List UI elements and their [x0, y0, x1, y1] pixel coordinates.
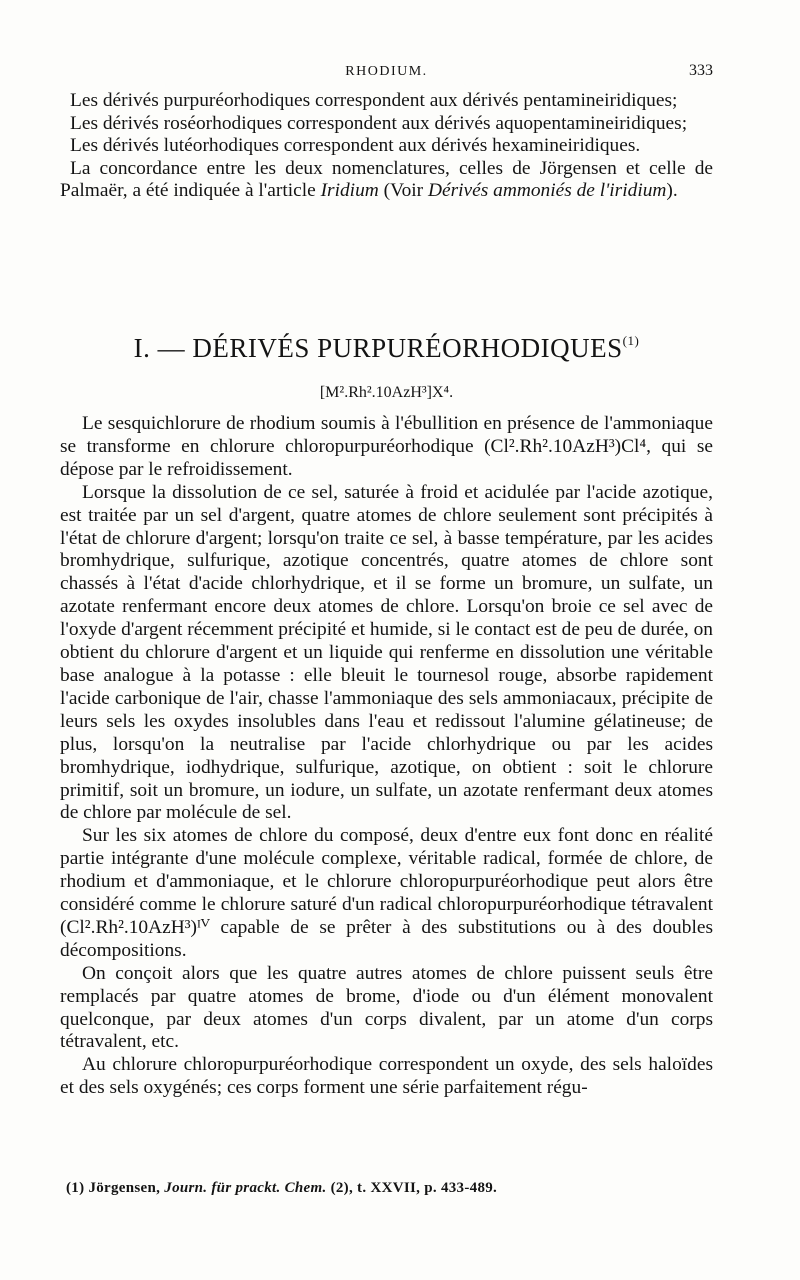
intro-p4-before: La concordance entre les deux nomenclatures, celles de Jörgensen et celle de Palmaër, a été indiquée à l'article — [60, 157, 713, 201]
intro-text — [60, 90, 713, 203]
page-header — [60, 58, 713, 88]
footnote-author: Jörgensen, — [88, 1180, 161, 1196]
intro-paragraph-1: Les dérivés purpuréorhodiques correspondent aux dérivés pentamineiridiques; — [70, 90, 678, 111]
intro-p4-italic-derives: Dérivés ammoniés de l'iridium — [427, 180, 667, 201]
paragraph-3: Sur les six atomes de chlore du composé, deux d'entre eux font donc en réalité partie intégrante d'une molécule complexe, véritable radical, formée de chlore, de rhodium et d'ammoniaque, et le chlorure chloropurpuréorhodique peut alors être considéré comme le chlorure saturé d'un radical chloropurpuréorhodique tétravalent (Cl².Rh².10AzH³)ᴵⱽ capable de se prêter à des substitutions ou à des doubles décompositions. — [60, 825, 713, 961]
section-title — [60, 333, 713, 364]
intro-p4-after: ). — [666, 180, 678, 201]
paragraph-4: On conçoit alors que les quatre autres atomes de chlore puissent seuls être remplacés par quatre atomes de brome, d'iode ou d'un élément monovalent quelconque, par deux atomes d'un corps divalent, par un atome d'un corps tétravalent, etc. — [60, 962, 713, 1053]
main-text — [60, 413, 713, 1100]
page-number: 333 — [689, 62, 713, 79]
paragraph-5: Au chlorure chloropurpuréorhodique correspondent un oxyde, des sels haloïdes et des sels oxygénés; ces corps forment une série parfaitement régu- — [60, 1054, 713, 1099]
footnote-mark: (1) — [66, 1180, 85, 1196]
footnote-reference: (2), t. XXVII, p. 433-489. — [330, 1180, 498, 1196]
section-footnote-mark: (1) — [622, 333, 640, 348]
intro-p4-italic-iridium: Iridium — [320, 180, 379, 201]
intro-paragraph-2: Les dérivés roséorhodiques correspondent aux dérivés aquopentamineiridiques; — [70, 112, 688, 134]
paragraph-2: Lorsque la dissolution de ce sel, saturée à froid et acidulée par l'acide azotique, est traitée par un sel d'argent, quatre atomes de chlore seulement sont précipités à l'état de chlorure d'argent; lorsqu'on traite ce sel, à basse température, par les acides bromhydrique, sulfurique, azotique concentrés, quatre atomes de chlore sont chassés à l'état d'acide chlorhydrique, et il se forme un bromure, un sulfate, un azotate renfermant encore deux atomes de chlore. Lorsqu'on broie ce sel avec de l'oxyde d'argent récemment précipité et humide, si le contact est de peu de durée, on obtient du chlorure d'argent et un liquide qui renferme en dissolution une véritable base analogue à la potasse : elle bleuit le tournesol rouge, absorbe rapidement l'acide carbonique de l'air, chasse l'ammoniaque des sels ammoniacaux, précipite de leurs sels les oxydes insolubles dans l'eau et redissout l'alumine gélatineuse; de plus, lorsqu'on la neutralise par l'acide chlorhydrique ou par les acides bromhydrique, iodhydrique, sulfurique, azotique, on obtient : soit le chlorure primitif, soit un bromure, un iodure, un sulfate, un azotate renfermant deux atomes de chlore par molécule de sel. — [60, 481, 713, 824]
intro-paragraph-4 — [60, 158, 713, 203]
intro-p4-middle: (Voir — [378, 180, 428, 201]
paragraph-1: Le sesquichlorure de rhodium soumis à l'ébullition en présence de l'ammoniaque se transforme en chlorure chloropurpuréorhodique (Cl².Rh².10AzH³)Cl⁴, qui se dépose par le refroidissement. — [60, 413, 713, 480]
section-formula: [M².Rh².10AzH³]X⁴. — [319, 384, 454, 401]
footnote-journal: Journ. für prackt. Chem. — [164, 1180, 327, 1196]
intro-paragraph-3: Les dérivés lutéorhodiques correspondent aux dérivés hexamineiridiques. — [70, 135, 641, 156]
section-title-text: I. — DÉRIVÉS PURPURÉORHODIQUES — [133, 333, 623, 363]
footnote — [66, 1180, 713, 1197]
running-title: RHODIUM. — [345, 64, 428, 79]
